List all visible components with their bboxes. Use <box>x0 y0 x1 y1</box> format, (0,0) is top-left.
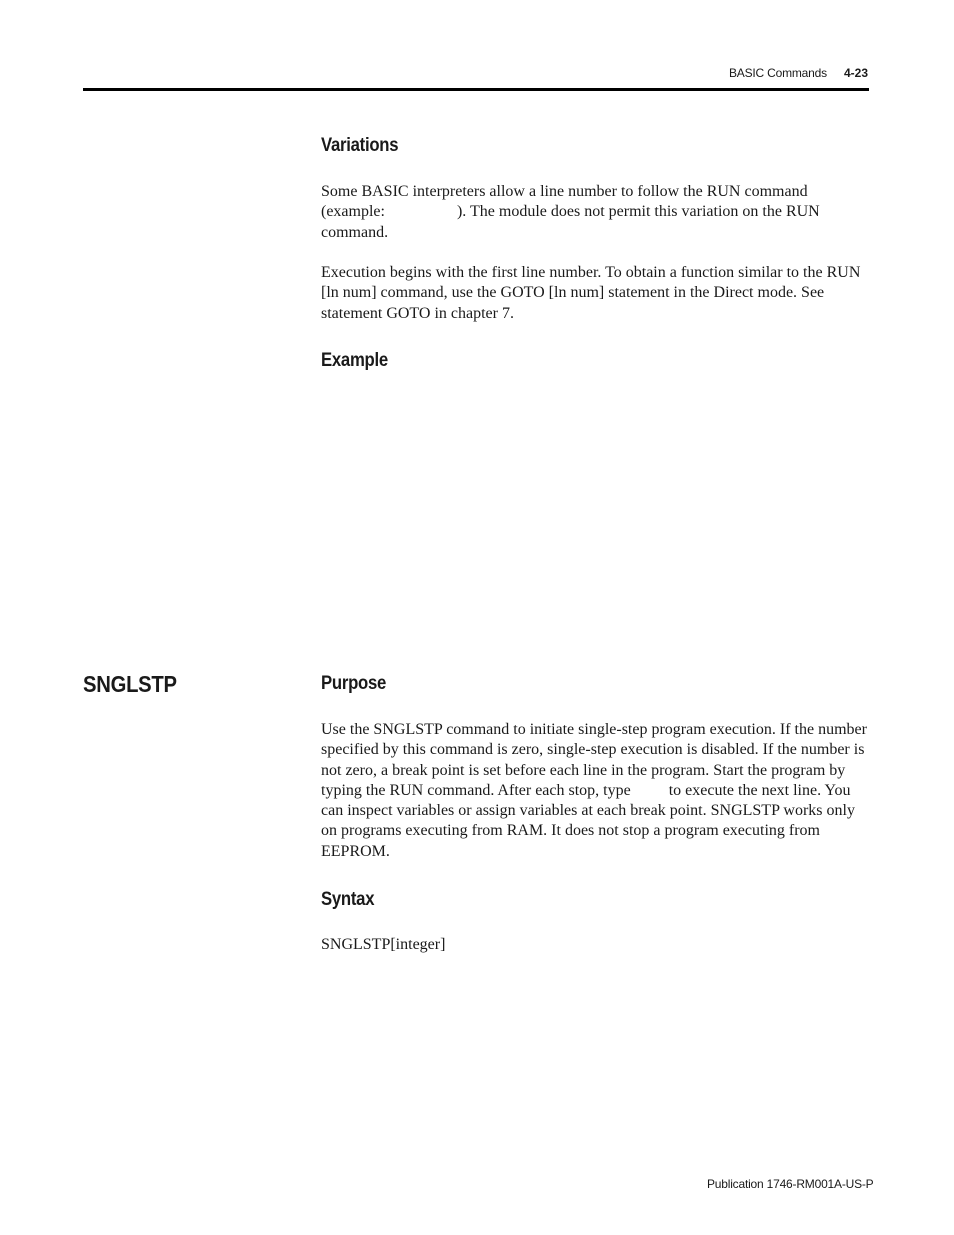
variations-paragraph-1 <box>321 182 869 243</box>
variations-paragraph-2: Execution begins with the first line number. To obtain a function similar to the RUN [ln num] command, use the GOTO [ln num] statement in the Direct mode. See statement GOTO in chapter 7. <box>321 264 861 322</box>
purpose-text-part1: Use the SNGLSTP command to initiate single-step program execution. If the number specified by this command is zero, single-step execution is disabled. If the number is not zero, a break point is set before each line in the program. Start the program by typing the RUN command. After each stop, type <box>321 721 867 799</box>
purpose-heading: Purpose <box>321 673 387 694</box>
example-heading: Example <box>321 350 388 371</box>
snglstp-title: SNGLSTP <box>83 671 177 697</box>
variations-text-part1: Some BASIC interpreters allow a line number to follow the RUN command (example: <box>321 183 808 221</box>
publication-footer: Publication 1746-RM001A-US-P <box>707 1177 874 1191</box>
syntax-heading: Syntax <box>321 889 375 910</box>
page-number: 4-23 <box>844 66 869 80</box>
purpose-text-part2: to execute the next line. You can inspect variables or assign variables at each break point. SNGLSTP works only on programs executing from RAM. It does not stop a program executing from EEPROM. <box>321 781 855 860</box>
syntax-text: SNGLSTP[integer] <box>321 936 446 953</box>
variations-heading: Variations <box>321 135 399 156</box>
header-rule <box>83 88 869 91</box>
variations-text-part2: ). The module does not permit this variation on the RUN command. <box>321 203 820 241</box>
purpose-paragraph <box>321 720 869 862</box>
running-header-title: BASIC Commands <box>729 66 827 80</box>
